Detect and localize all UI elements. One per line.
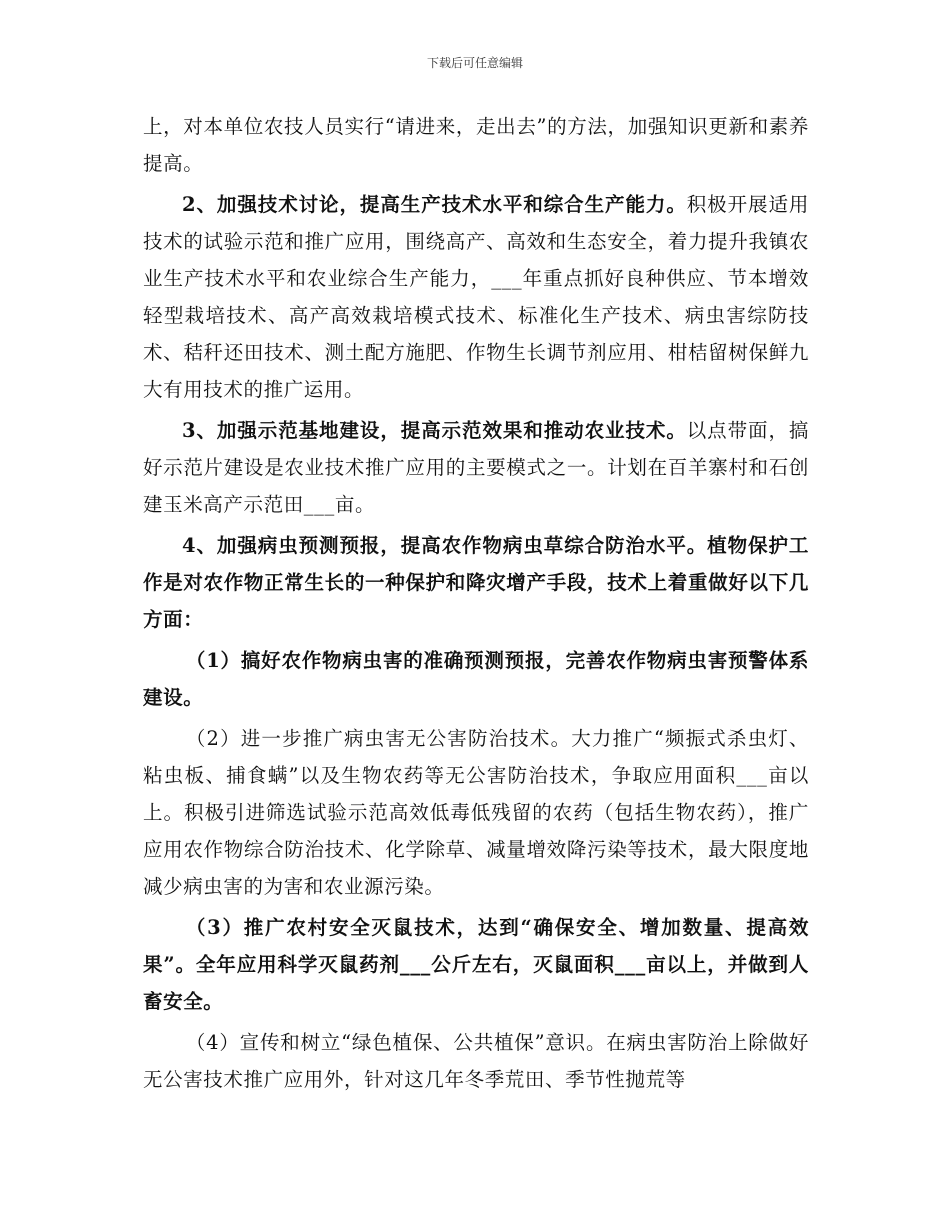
document-body [143,108,809,1098]
item-2-text: 积极开展适用技术的试验示范和推广应用，围绕高产、高效和生态安全，着力提升我镇农业生产技术水平和农业综合生产能力，___年重点抓好良种供应、节本增效轻型栽培技术、高产高效栽培模式技术、标准化生产技术、病虫害综防技术、秸秆还田技术、测土配方施肥、作物生长调节剂应用、柑桔留树保鲜九大有用技术的推广运用。 [143,193,809,401]
paragraph-sub-2: （2）进一步推广病虫害无公害防治技术。大力推广“频振式杀虫灯、粘虫板、捕食螨”以及生物农药等无公害防治技术，争取应用面积___亩以上。积极引进筛选试验示范高效低毒低残留的农药（包括生物农药），推广应用农作物综合防治技术、化学除草、减量增效降污染等技术，最大限度地减少病虫害的为害和农业源污染。 [143,727,809,898]
page-header-note: 下载后可任意编辑 [426,56,523,70]
paragraph-sub-1: （1）搞好农作物病虫害的准确预测预报，完善农作物病虫害预警体系建设。 [143,649,809,709]
item-3-text: 以点带面，搞好示范片建设是农业技术推广应用的主要模式之一。计划在百羊寨村和石创建玉米高产示范田___亩。 [143,419,809,516]
paragraph-continuation: 上，对本单位农技人员实行“请进来，走出去”的方法，加强知识更新和素养提高。 [143,115,809,175]
paragraph-sub-3: （3）推广农村安全灭鼠技术，达到“确保安全、增加数量、提高效果”。全年应用科学灭鼠药剂___公斤左右，灭鼠面积___亩以上，并做到人畜安全。 [143,916,809,1013]
paragraph-item-4: 4、加强病虫预测预报，提高农作物病虫草综合防治水平。植物保护工作是对农作物正常生长的一种保护和降灾增产手段，技术上着重做好以下几方面： [143,534,809,631]
item-3-heading: 3、加强示范基地建设，提高示范效果和推动农业技术。 [182,419,687,442]
paragraph-sub-4: （4）宣传和树立“绿色植保、公共植保”意识。在病虫害防治上除做好无公害技术推广应用外，针对这几年冬季荒田、季节性抛荒等 [143,1031,809,1091]
item-2-heading: 2、加强技术讨论，提高生产技术水平和综合生产能力。 [182,193,687,216]
paragraph-item-3 [143,412,809,523]
paragraph-item-2 [143,186,809,408]
